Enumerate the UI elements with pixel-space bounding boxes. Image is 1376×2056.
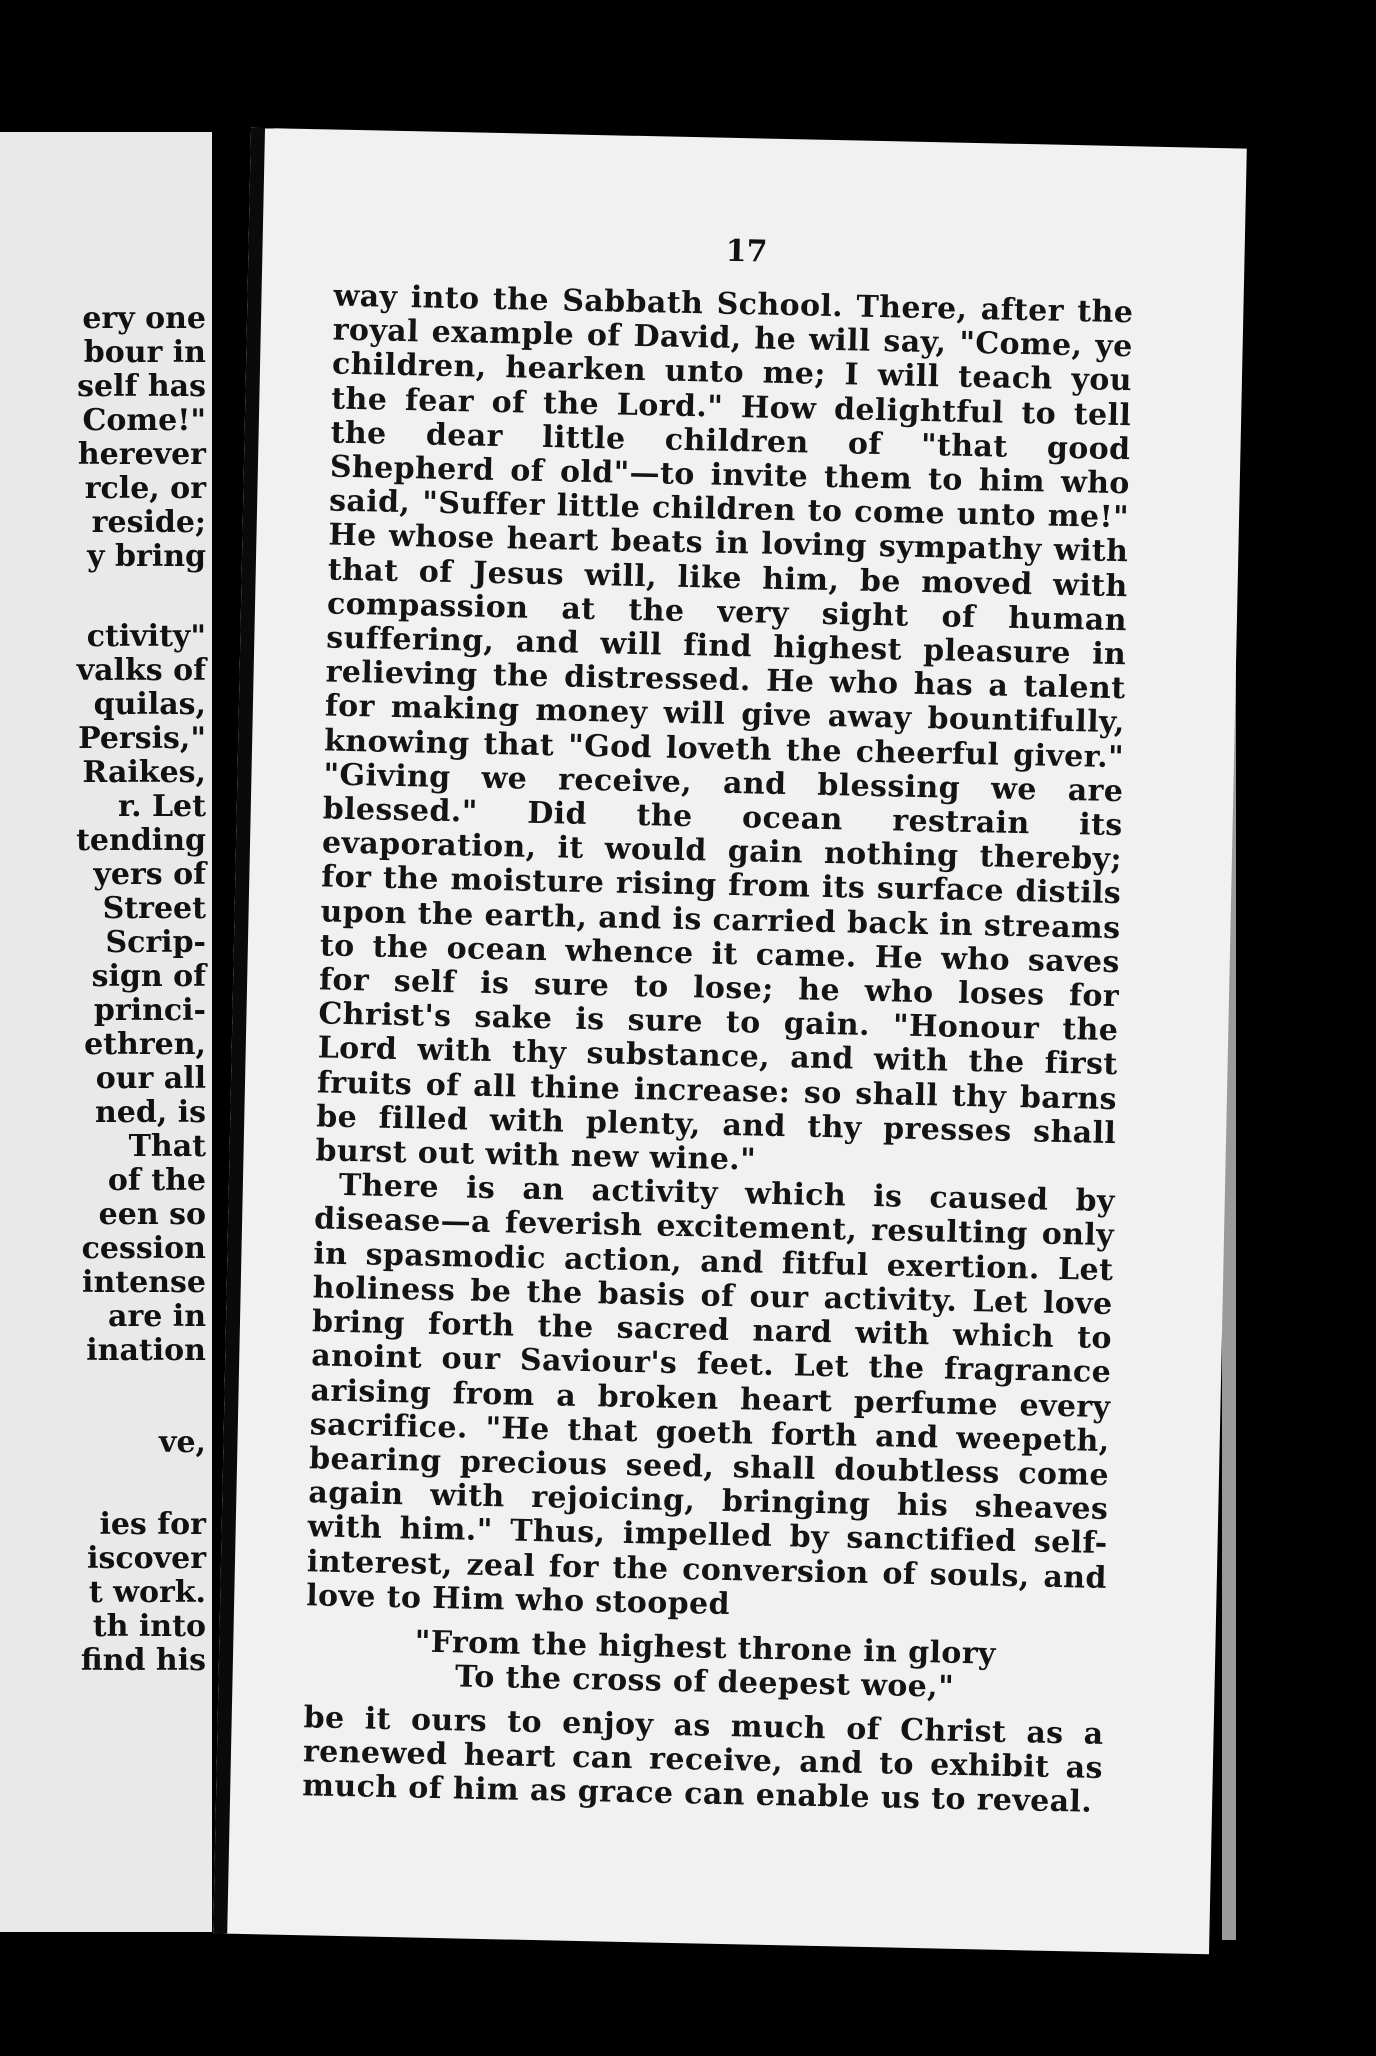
paragraph-2: There is an activity which is caused by disease—a feverish excitement, resulting only in spasmodic action, and fitful exertion. Let holiness be the basis of our activity. Let love bring forth the sacred nard with which to anoint our Saviour's feet. Let the fragrance arising from a broken heart perfume every sacrifice. "He that goeth forth and weepeth, bearing precious seed, shall doubtless come again with rejoicing, bringing his sheaves with him." Thus, impelled by sanctified self-interest, zeal for the conversion of souls, and love to Him who stooped bbox=[305, 1168, 1116, 1622]
facing-page-line: ery one bbox=[82, 301, 206, 336]
verse-quote bbox=[304, 1623, 1105, 1708]
facing-page-line: That bbox=[128, 1129, 206, 1164]
facing-page-line: sign of bbox=[91, 959, 206, 994]
facing-page-line: intense bbox=[82, 1265, 206, 1300]
facing-page-line: reside; bbox=[91, 505, 206, 540]
facing-page-line: cession bbox=[81, 1231, 206, 1266]
facing-page-line: ve, bbox=[159, 1425, 206, 1460]
facing-page-line: yers of bbox=[93, 857, 206, 892]
paragraph-1: way into the Sabbath School. There, after the royal example of David, he will say, "Come, ye children, hearken unto me; I will teach you the fear of the Lord." How delightful to tell the dear little children of "that good Shepherd of old"—to invite them to him who said, "Suffer little children to come unto me!" He whose heart beats in loving sympathy with that of Jesus will, like him, be moved with compassion at the very sight of human suffering, and will find highest pleasure in relieving the distressed. He who has a talent for making money will give away bountifully, knowing that "God loveth the cheerful giver." "Giving we receive, and blessing we are blessed." Did the ocean restrain its evaporation, it would gain nothing thereby; for the moisture rising from its surface distils upon the earth, and is carried back in streams to the ocean whence it came. He who saves for self is sure to lose; he who loses for Christ's sake is sure to gain. "Honour the Lord with thy substance, and with the first fruits of all thine increase: so shall thy barns be filled with plenty, and thy presses shall burst out with new wine." bbox=[315, 278, 1134, 1178]
facing-page-line: ctivity" bbox=[86, 619, 206, 654]
verse-line-1: "From the highest throne in glory bbox=[414, 1624, 997, 1672]
facing-page-line: tending bbox=[76, 823, 206, 858]
facing-page-line: valks of bbox=[76, 653, 206, 688]
page-body bbox=[302, 280, 1134, 1821]
facing-page-line: t work. bbox=[88, 1575, 206, 1610]
facing-page-line: self has bbox=[77, 369, 206, 404]
facing-page-line: y bring bbox=[87, 539, 206, 574]
facing-page-line: ned, is bbox=[94, 1095, 206, 1130]
facing-page-line: Scrip- bbox=[105, 925, 206, 960]
facing-page-line: Raikes, bbox=[82, 755, 206, 790]
facing-page-line: rcle, or bbox=[84, 471, 206, 506]
facing-page-line: quilas, bbox=[93, 687, 206, 722]
facing-page-line: find his bbox=[80, 1643, 206, 1678]
book-page bbox=[213, 128, 1247, 1954]
facing-page-line: th into bbox=[92, 1609, 206, 1644]
facing-page-line: ination bbox=[86, 1333, 206, 1368]
facing-page-fragment bbox=[0, 132, 212, 1932]
verse-line-2: To the cross of deepest woe," bbox=[454, 1659, 955, 1705]
facing-page-line: Come!" bbox=[82, 403, 206, 438]
facing-page-line: een so bbox=[98, 1197, 206, 1232]
facing-page-line: ies for bbox=[99, 1507, 206, 1542]
facing-page-line: bour in bbox=[83, 335, 206, 370]
page-number: 17 bbox=[725, 233, 768, 270]
facing-page-line: of the bbox=[107, 1163, 206, 1198]
facing-page-line: r. Let bbox=[118, 789, 206, 824]
facing-page-line: are in bbox=[108, 1299, 206, 1334]
facing-page-line: our all bbox=[95, 1061, 206, 1096]
facing-page-line: herever bbox=[77, 437, 206, 472]
facing-page-line: iscover bbox=[87, 1541, 206, 1576]
facing-page-line: princi- bbox=[93, 993, 206, 1028]
facing-page-line: Street bbox=[102, 891, 206, 926]
paragraph-3: be it ours to enjoy as much of Christ as a renewed heart can receive, and to exhibit as much of him as grace can enable us to reveal. bbox=[301, 1700, 1104, 1821]
facing-page-line: ethren, bbox=[84, 1027, 206, 1062]
facing-page-line: Persis," bbox=[78, 721, 206, 756]
